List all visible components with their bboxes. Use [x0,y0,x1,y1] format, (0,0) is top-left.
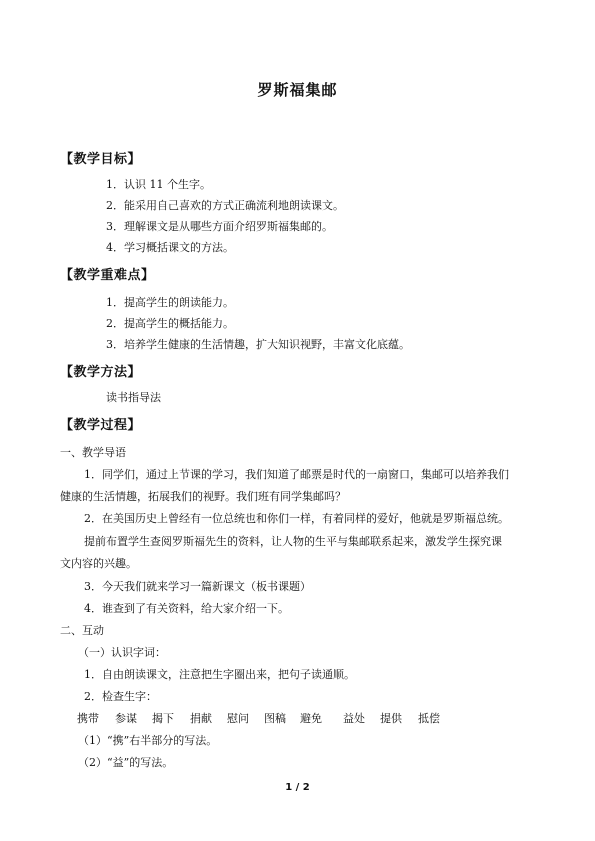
part-title: 一、教学导语 [60,446,126,459]
key-point-item: 3．培养学生健康的生活情趣，扩大知识视野，丰富文化底蕴。 [106,338,410,351]
paragraph-line: 2．在美国历史上曾经有一位总统也和你们一样，有着同样的爱好，他就是罗斯福总统。 [84,512,509,525]
vocab-word: 捐献 [190,712,212,725]
paragraph-line: 健康的生活情趣，拓展我们的视野。我们班有同学集邮吗？ [60,490,346,503]
section-heading-key-points: 【教学重难点】 [60,268,155,283]
sub-heading: （一）认识字词： [78,646,166,659]
goal-item: 4．学习概括课文的方法。 [106,241,234,254]
vocab-word: 抵偿 [418,712,440,725]
vocab-word: 慰问 [227,712,249,725]
goal-item: 2．能采用自己喜欢的方式正确流利地朗读课文。 [106,199,344,212]
page-number: 1 / 2 [285,782,310,793]
vocab-word: 参谋 [115,712,137,725]
key-point-item: 2．提高学生的概括能力。 [106,317,234,330]
goal-item: 3．理解课文是从哪些方面介绍罗斯福集邮的。 [106,220,333,233]
paragraph-line: 1．自由朗读课文，注意把生字圈出来，把句子读通顺。 [84,668,355,681]
vocab-word: 避免 [300,712,322,725]
paragraph-line: 文内容的兴趣。 [60,557,137,570]
note-line: （1）“携”右半部分的写法。 [78,734,218,747]
paragraph-line: 3．今天我们就来学习一篇新课文（板书课题） [84,580,311,593]
part-title: 二、互动 [60,624,104,637]
paragraph-line: 2．检查生字： [84,690,157,703]
paragraph-line: 4．谁查到了有关资料，给大家介绍一下。 [84,602,289,615]
note-line: （2）“益”的写法。 [78,756,174,769]
paragraph-line: 1．同学们，通过上节课的学习，我们知道了邮票是时代的一扇窗口，集邮可以培养我们 [84,468,509,481]
section-heading-method: 【教学方法】 [60,365,142,380]
section-heading-goals: 【教学目标】 [60,152,142,167]
vocab-word: 携带 [77,712,99,725]
vocab-word: 益处 [343,712,365,725]
section-heading-process: 【教学过程】 [60,418,142,433]
vocab-word: 提供 [380,712,402,725]
key-point-item: 1．提高学生的朗读能力。 [106,296,234,309]
document-title: 罗斯福集邮 [257,81,338,99]
vocab-list [77,710,477,726]
vocab-word: 图稿 [264,712,286,725]
paragraph-line: 提前布置学生查阅罗斯福先生的资料，让人物的生平与集邮联系起来，激发学生探究课 [84,535,502,548]
method-text: 读书指导法 [106,391,161,404]
vocab-word: 揭下 [152,712,174,725]
goal-item: 1．认识 11 个生字。 [106,178,211,191]
